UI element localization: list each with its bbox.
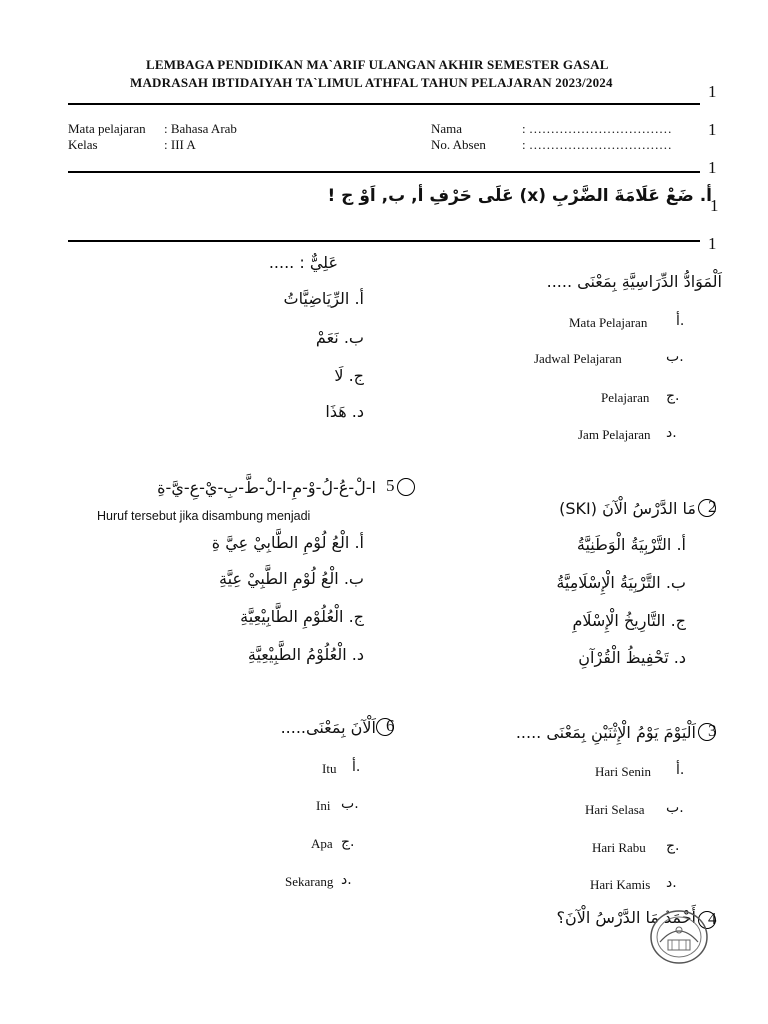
q6-option-c-letter: ج. — [341, 834, 355, 850]
q2-option-c-text: التَّارِيخُ الْإِسْلَامِ — [572, 611, 666, 630]
q1-option-d-letter: د. — [666, 425, 677, 441]
instruction-text — [328, 186, 712, 206]
question-5-number: 5 — [386, 476, 395, 495]
q5-option-c-text: الْعُلُوْمِ الطَّابِيْعِيَّةِ — [240, 607, 344, 626]
question-number-circle — [698, 499, 716, 517]
q1-option-c[interactable]: Pelajaran — [601, 390, 650, 405]
q5-option-b-letter: ب. — [343, 569, 364, 588]
divider — [68, 103, 700, 105]
q-ali-option-d-text: هَذَا — [325, 402, 347, 421]
question-6-text: اَلْآنَ بِمَعْنَى..... — [280, 718, 376, 737]
class-label: Kelas — [68, 137, 98, 152]
q5-option-b[interactable] — [219, 569, 364, 588]
q2-option-a[interactable] — [577, 535, 686, 554]
question-number-circle — [698, 723, 716, 741]
divider — [68, 171, 700, 173]
question-2-text: مَا الدَّرْسُ الْآنَ (SKI) — [559, 499, 696, 518]
q5-option-d-text: الْعُلُوْمُ الطَّبِيْعِيَّةِ — [247, 645, 347, 664]
q2-option-a-letter: أ. — [676, 535, 686, 554]
edge-number: 1 — [710, 196, 719, 215]
q2-option-b-text: التَّرْبِيَةُ الْإِسْلَامِيَّةُ — [556, 573, 661, 592]
subject-label: Mata pelajaran — [68, 121, 146, 136]
q1-option-c-letter: ج. — [666, 388, 680, 404]
absen-field[interactable]: : …………………………… — [522, 137, 672, 152]
q2-option-c-letter: ج. — [670, 611, 686, 630]
question-number-circle — [397, 478, 415, 496]
question-4-text: أَحْمَدُ مَا الدَّرْسُ الْآنَ؟ — [556, 908, 696, 927]
q2-option-d-text: تَحْفِيظُ الْقُرْآنِ — [578, 648, 669, 667]
name-field[interactable]: : …………………………… — [522, 121, 672, 136]
edge-number: 1 — [708, 234, 717, 253]
q-ali-option-c-text: لَا — [334, 366, 344, 385]
q1-option-b[interactable]: Jadwal Pelajaran — [534, 351, 622, 366]
question-5-subtext: Huruf tersebut jika disambung menjadi — [97, 509, 311, 523]
question-4-number: 4 — [708, 909, 717, 928]
q-ali-option-a[interactable] — [284, 289, 364, 308]
question-number-circle — [376, 718, 394, 736]
absen-label: No. Absen — [431, 137, 486, 152]
q-ali-option-c[interactable] — [334, 366, 364, 385]
q-ali-option-a-letter: أ. — [354, 289, 364, 308]
edge-number: 1 — [708, 158, 717, 177]
q6-option-b-letter: ب. — [341, 796, 359, 812]
q2-option-d-letter: د. — [673, 648, 686, 667]
subject-value: : Bahasa Arab — [164, 121, 237, 136]
q1-option-a-letter: أ. — [676, 313, 685, 329]
q3-option-d[interactable]: Hari Kamis — [590, 877, 651, 892]
q3-option-c-letter: ج. — [666, 838, 680, 854]
q5-option-d[interactable] — [248, 645, 364, 664]
q6-option-b[interactable]: Ini — [316, 798, 331, 813]
q5-option-c[interactable] — [240, 607, 364, 626]
q1-option-d[interactable]: Jam Pelajaran — [578, 427, 651, 442]
edge-number: 1 — [708, 82, 717, 101]
question-5-text: ا-لْ-عُ-لُ-وْ-مِ-ا-لْ-طَّ-بِ-يْ-عِ-يَّ-ةِ — [157, 478, 376, 497]
q1-option-b-letter: ب. — [666, 349, 684, 365]
q3-option-b-letter: ب. — [666, 800, 684, 816]
q3-option-a[interactable]: Hari Senin — [595, 764, 651, 779]
instruction-body: ضَعْ عَلَامَةَ الضَّرْبِ (x) عَلَى حَرْفِ أ, ب, اَوْ ج ! — [327, 186, 694, 206]
school-seal-icon — [648, 908, 710, 966]
q3-option-d-letter: د. — [666, 875, 677, 891]
divider — [68, 240, 700, 242]
question-ali-text: عَلِيٌّ : ..... — [268, 253, 338, 272]
q5-option-a[interactable] — [212, 533, 364, 552]
q3-option-c[interactable]: Hari Rabu — [592, 840, 646, 855]
question-3-number: 3 — [708, 721, 717, 740]
q-ali-option-d-letter: د. — [351, 402, 364, 421]
q3-option-b[interactable]: Hari Selasa — [585, 802, 645, 817]
q-ali-option-b-text: نَعَمْ — [315, 328, 339, 347]
q-ali-option-a-text: الرِّيَاضِيَّاتُ — [283, 289, 350, 308]
q-ali-option-d[interactable] — [325, 402, 364, 421]
q-ali-option-b-letter: ب. — [343, 328, 364, 347]
q2-option-d[interactable] — [578, 648, 686, 667]
question-6-number: 6 — [386, 716, 395, 735]
q6-option-a-letter: أ. — [352, 759, 361, 775]
q5-option-b-text: الْعُ لُوْمِ الطَّبِيْ عِيَّةِ — [219, 569, 339, 588]
header-line-2: MADRASAH IBTIDAIYAH TA`LIMUL ATHFAL TAHUN PELAJARAN 2023/2024 — [130, 75, 613, 90]
q2-option-a-text: التَّرْبِيَةُ الْوَطَنِيَّةُ — [576, 535, 672, 554]
q5-option-d-letter: د. — [351, 645, 364, 664]
q2-option-b[interactable] — [556, 573, 686, 592]
q6-option-d[interactable]: Sekarang — [285, 874, 334, 889]
name-label: Nama — [431, 121, 463, 136]
q1-option-a[interactable]: Mata Pelajaran — [569, 315, 648, 330]
q5-option-a-text: الْعُ لُوْمِ الطَّابِيْ عِيَّ ةِ — [211, 533, 350, 552]
instruction-number: أ. — [699, 186, 712, 206]
edge-number: 1 — [708, 120, 717, 139]
q5-option-c-letter: ج. — [348, 607, 364, 626]
q-ali-option-c-letter: ج. — [348, 366, 364, 385]
header-line-1: LEMBAGA PENDIDIKAN MA`ARIF ULANGAN AKHIR SEMESTER GASAL — [146, 57, 609, 72]
q2-option-c[interactable] — [572, 611, 686, 630]
q6-option-a[interactable]: Itu — [322, 761, 337, 776]
q-ali-option-b[interactable] — [316, 328, 364, 347]
question-3-text: اَلْيَوْمَ يَوْمُ الْإِثْنَيْنِ بِمَعْنَى ..... — [515, 723, 696, 742]
q6-option-d-letter: د. — [341, 872, 352, 888]
q6-option-c[interactable]: Apa — [311, 836, 333, 851]
question-2-number: 2 — [708, 497, 717, 516]
question-1-text: اَلْمَوَادُّ الدِّرَاسِيَّةِ بِمَعْنَى ..... — [546, 272, 722, 291]
class-value: : III A — [164, 137, 196, 152]
q3-option-a-letter: أ. — [676, 762, 685, 778]
q5-option-a-letter: أ. — [354, 533, 364, 552]
q2-option-b-letter: ب. — [665, 573, 686, 592]
